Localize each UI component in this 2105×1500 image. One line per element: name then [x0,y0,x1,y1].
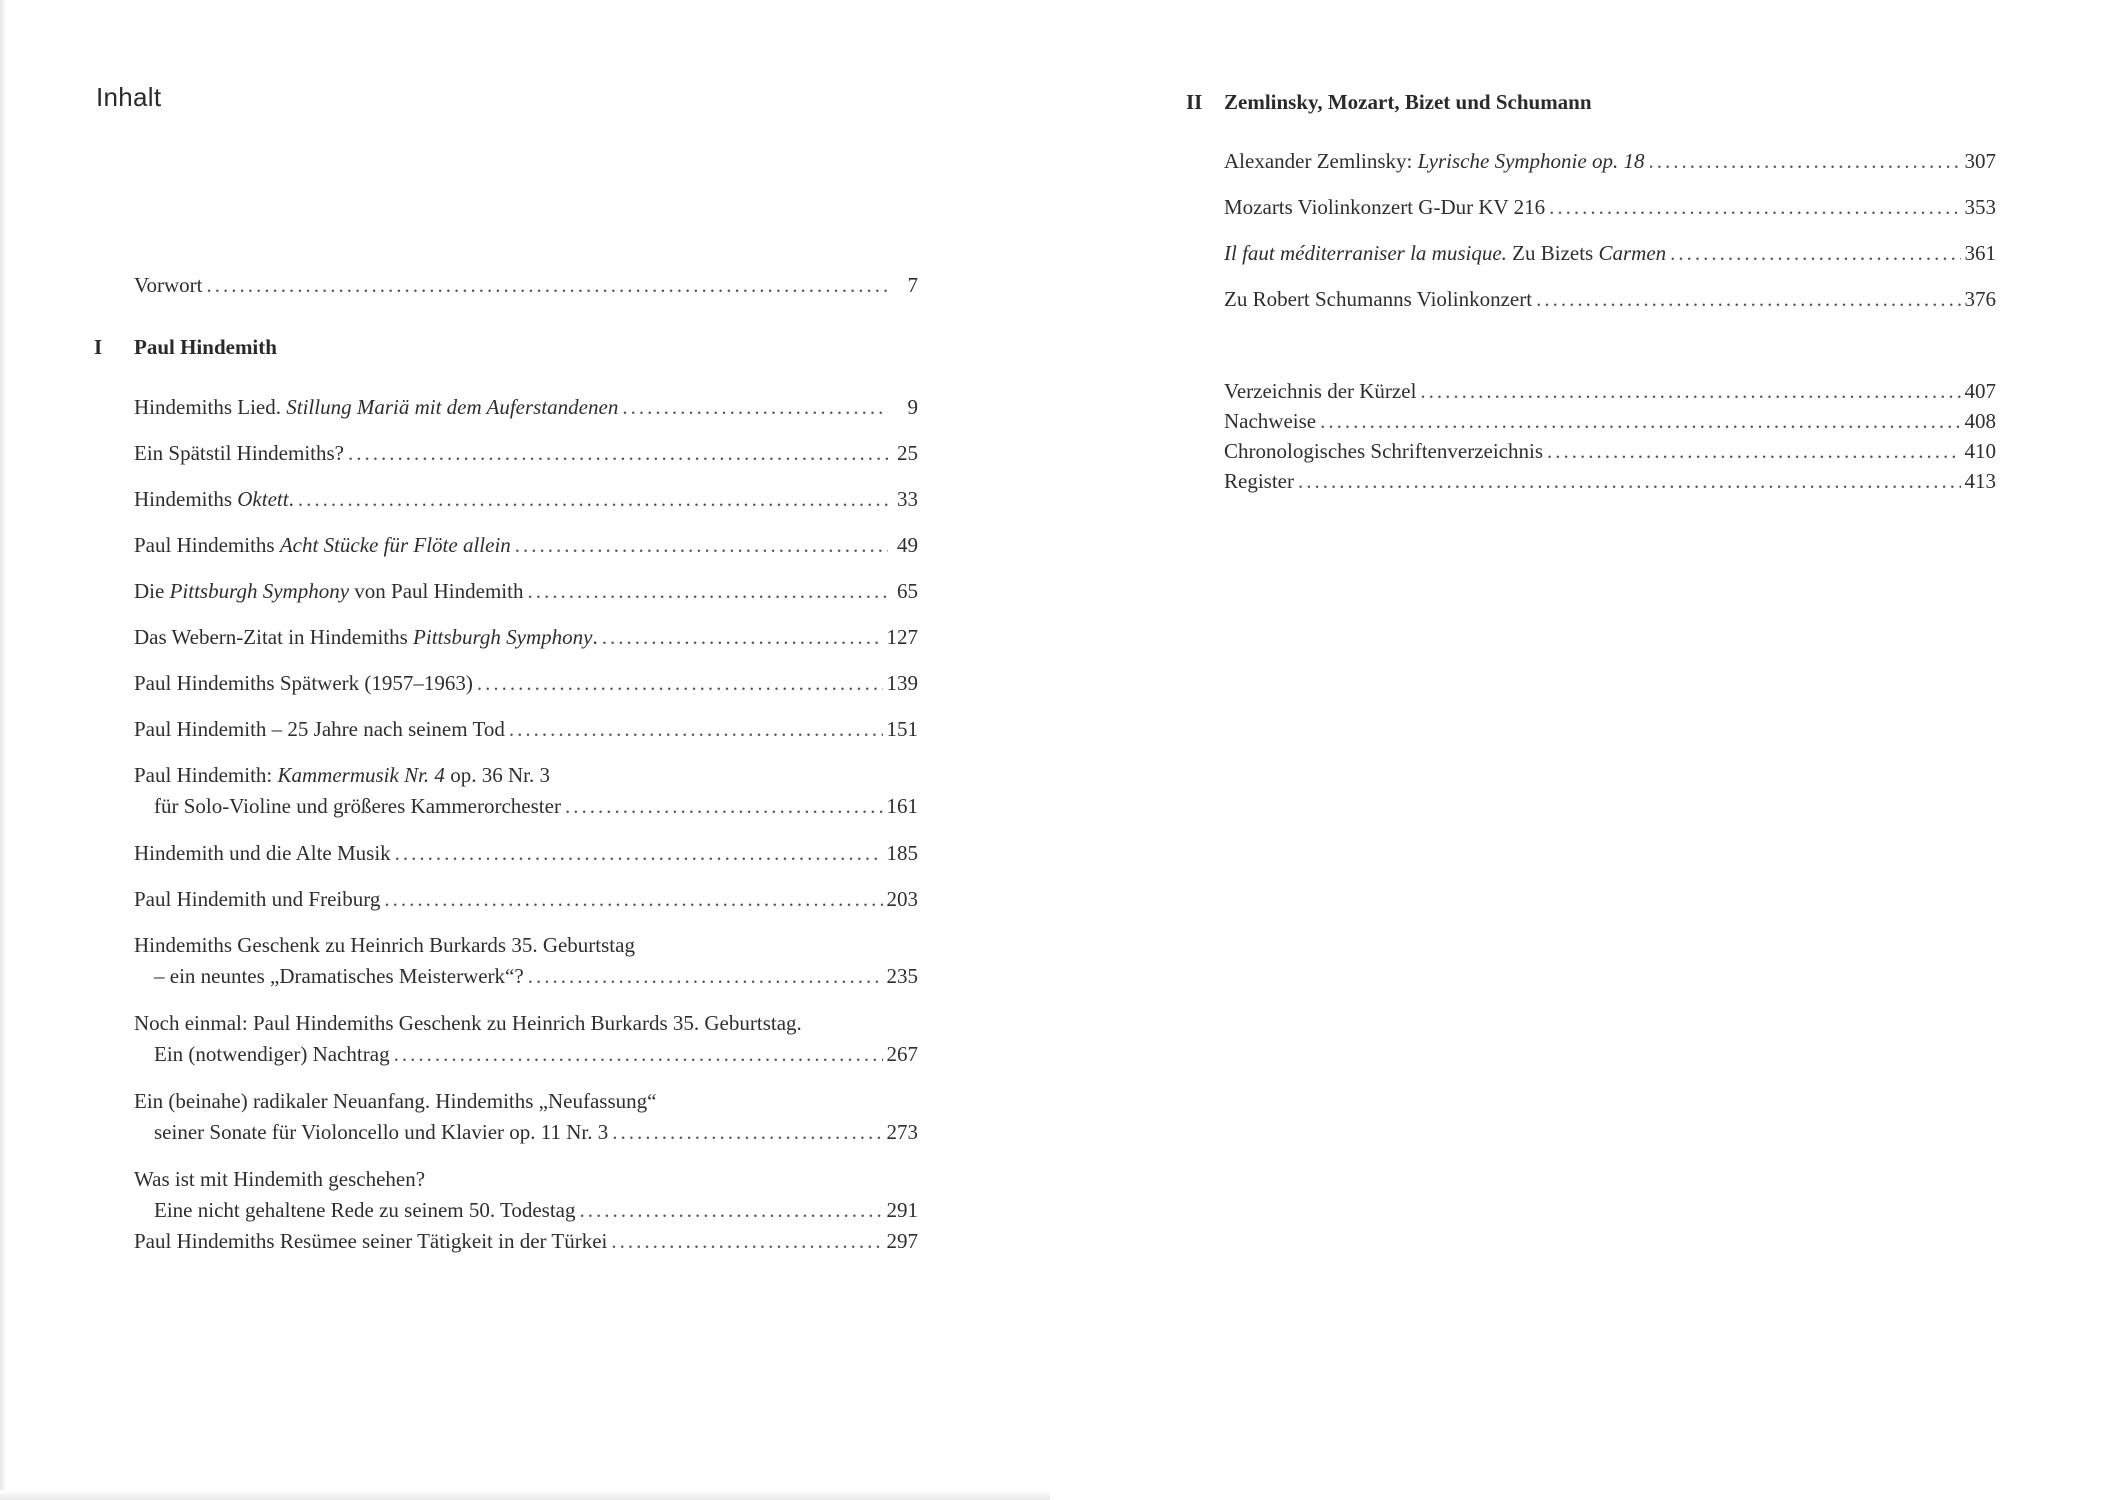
toc-entry: Hindemiths Oktett. ..... 33 [134,484,918,515]
toc-entry: Hindemiths Lied. Stillung Mariä mit dem Auferstandenen ..... 9 [134,392,918,423]
section-title: Paul Hindemith [134,335,277,359]
toc-entry: Verzeichnis der Kürzel ..... 407 [1224,376,1996,406]
toc-entry: Paul Hindemith – 25 Jahre nach seinem Tod ..... 151 [134,714,918,745]
toc-entry: Paul Hindemiths Spätwerk (1957–1963) ..... 139 [134,668,918,699]
page-bottom-shade [0,1490,1050,1500]
toc-entry: Paul Hindemiths Resümee seiner Tätigkeit in der Türkei ..... 297 [134,1226,918,1257]
toc-entry: Das Webern-Zitat in Hindemiths Pittsburgh Symphony. ..... 127 [134,622,918,653]
toc-entry: Noch einmal: Paul Hindemiths Geschenk zu Heinrich Burkards 35. Geburtstag. Ein (notwendiger) Nachtrag ..... 267 [134,1008,918,1070]
toc-entry: Il faut méditerraniser la musique. Zu Bizets Carmen ..... 361 [1224,238,1996,269]
toc-entry: Chronologisches Schriftenverzeichnis ..... 410 [1224,436,1996,466]
section-number: II [1186,90,1203,114]
toc-entry: Paul Hindemiths Acht Stücke für Flöte allein ..... 49 [134,530,918,561]
toc-entry: Alexander Zemlinsky: Lyrische Symphonie op. 18 ..... 307 [1224,146,1996,177]
toc-entry-vorwort: Vorwort ..... 7 [134,270,918,301]
toc-entry: Paul Hindemith: Kammermusik Nr. 4 op. 36 Nr. 3 für Solo-Violine und größeres Kammerorchester ..... 161 [134,760,918,822]
section-number: I [94,335,103,359]
appendix-list [1224,376,1996,496]
toc-entry: Ein Spätstil Hindemiths? ..... 25 [134,438,918,469]
page-edge-shadow [0,0,6,1500]
section-title: Zemlinsky, Mozart, Bizet und Schumann [1224,90,1592,114]
toc-entry: Was ist mit Hindemith geschehen? Eine nicht gehaltene Rede zu seinem 50. Todestag ..... 291 [134,1164,918,1226]
toc-entry: Hindemiths Geschenk zu Heinrich Burkards 35. Geburtstag – ein neuntes „Dramatisches Meisterwerk“? ..... 235 [134,930,918,992]
toc-entry: Register ..... 413 [1224,466,1996,496]
toc-entry: Nachweise ..... 408 [1224,406,1996,436]
toc-entry: Hindemith und die Alte Musik ..... 185 [134,838,918,869]
page-title: Inhalt [96,82,162,112]
toc-entry: Die Pittsburgh Symphony von Paul Hindemith ..... 65 [134,576,918,607]
toc-entry: Paul Hindemith und Freiburg ..... 203 [134,884,918,915]
toc-entry: Zu Robert Schumanns Violinkonzert ..... 376 [1224,284,1996,315]
toc-entry: Mozarts Violinkonzert G-Dur KV 216 ..... 353 [1224,192,1996,223]
toc-entry: Ein (beinahe) radikaler Neuanfang. Hindemiths „Neufassung“ seiner Sonate für Violoncello und Klavier op. 11 Nr. 3 ..... 273 [134,1086,918,1148]
